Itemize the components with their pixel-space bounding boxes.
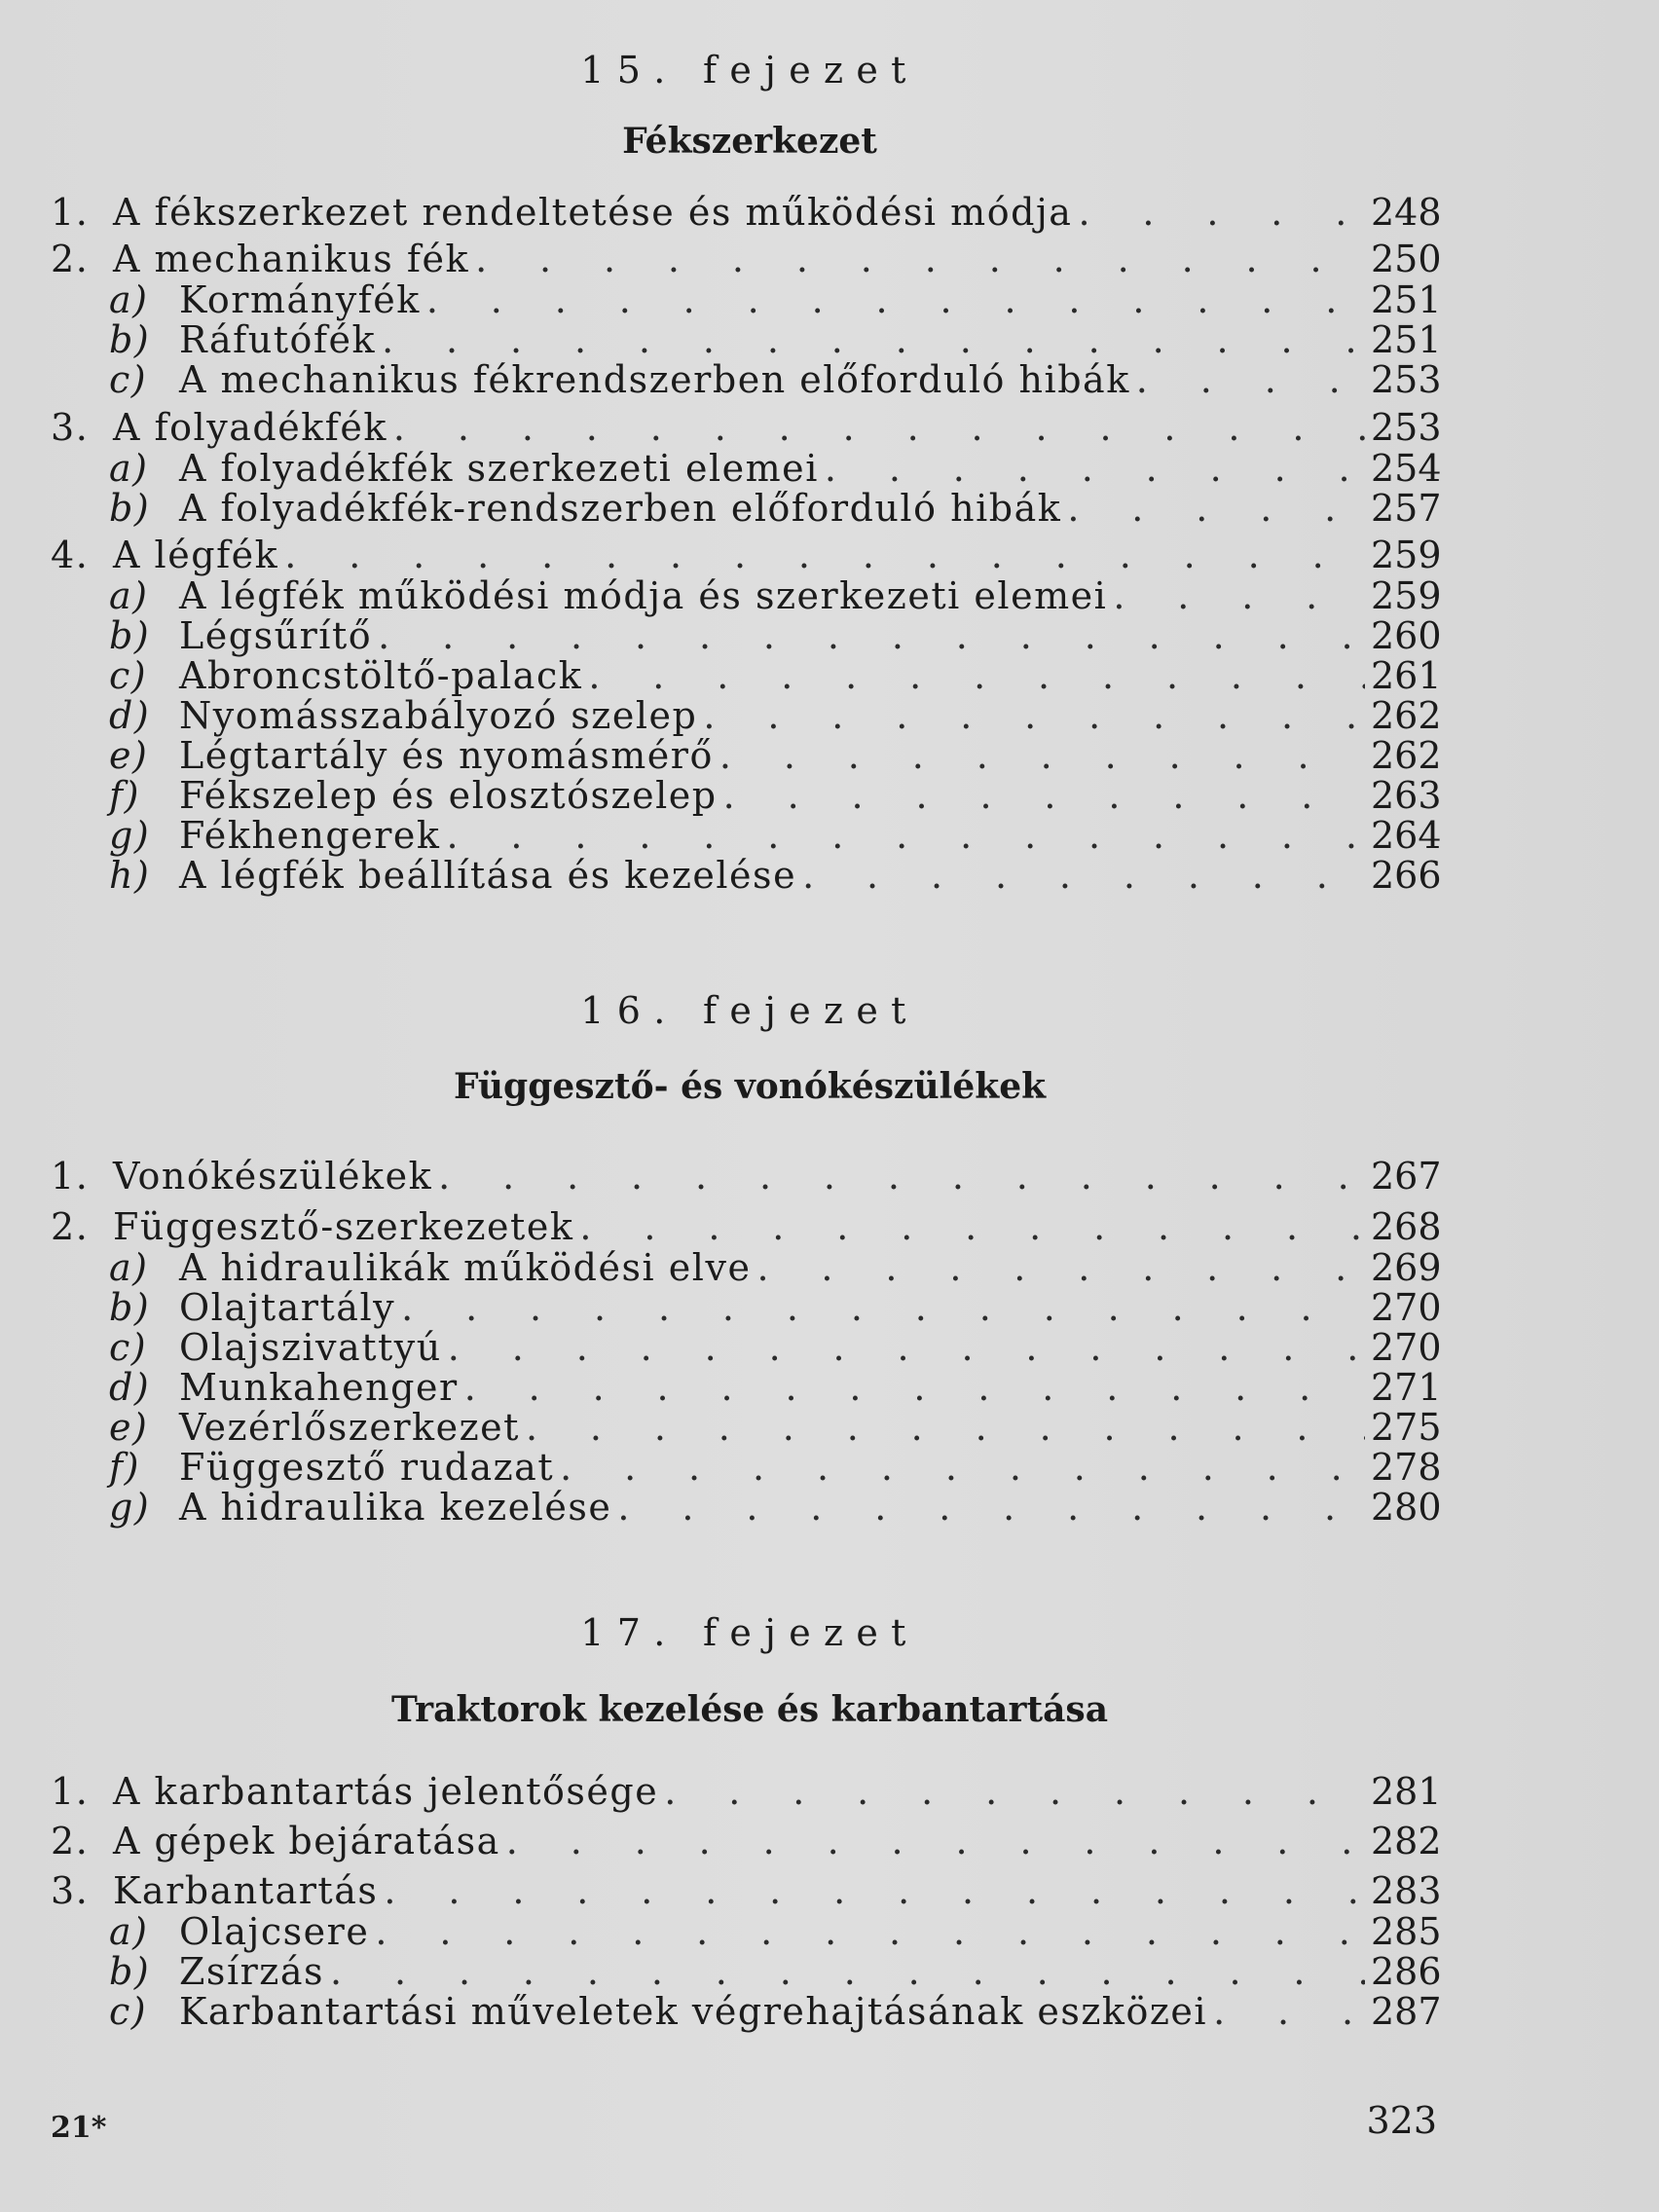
chapter-16-title: Függesztő- és vonókészülékek bbox=[453, 1066, 1047, 1107]
page-number: 323 bbox=[1366, 2099, 1437, 2142]
toc-subentry: b) Ráfutófék . . . 251 bbox=[109, 318, 1439, 361]
toc-entry: 2. A mechanikus fék . . . 250 bbox=[51, 238, 1439, 280]
toc-subentry: c) Abroncstöltő-palack . . . 261 bbox=[109, 654, 1439, 697]
toc-subentry: b) A folyadékfék-rendszerben előforduló hibák . . . 257 bbox=[109, 487, 1439, 530]
toc-subentry: c) Karbantartási műveletek végrehajtásának eszközei . . . 287 bbox=[109, 1990, 1439, 2033]
toc-subentry: e) Légtartály és nyomásmérő . . . 262 bbox=[109, 734, 1439, 777]
chapter-17-label: 17. fejezet bbox=[580, 1611, 919, 1654]
toc-subentry: g) Fékhengerek . . . 264 bbox=[109, 814, 1439, 857]
toc-subentry: b) Légsűrítő . . . 260 bbox=[109, 614, 1439, 657]
toc-subentry: b) Olajtartály . . . 270 bbox=[109, 1286, 1439, 1329]
toc-subentry: a) Kormányfék . . . 251 bbox=[109, 278, 1439, 321]
toc-subentry: a) A légfék működési módja és szerkezeti elemei . . . 259 bbox=[109, 574, 1439, 617]
toc-subentry: a) A folyadékfék szerkezeti elemei . . . 254 bbox=[109, 447, 1439, 490]
toc-subentry: b) Zsírzás . . . 286 bbox=[109, 1950, 1439, 1993]
signature-mark: 21* bbox=[51, 2111, 107, 2145]
toc-entry: 2. Függesztő-szerkezetek . . . 268 bbox=[51, 1205, 1439, 1248]
toc-subentry: f) Fékszelep és elosztószelep . . . 263 bbox=[109, 774, 1439, 817]
toc-subentry: h) A légfék beállítása és kezelése . . . 266 bbox=[109, 854, 1439, 897]
chapter-16-label: 16. fejezet bbox=[580, 989, 919, 1032]
chapter-15-title: Fékszerkezet bbox=[622, 121, 877, 162]
toc-subentry: d) Nyomásszabályozó szelep . . . 262 bbox=[109, 694, 1439, 737]
toc-entry: 4. A légfék . . . 259 bbox=[51, 534, 1439, 576]
toc-subentry: f) Függesztő rudazat . . . 278 bbox=[109, 1446, 1439, 1489]
chapter-17-title: Traktorok kezelése és karbantartása bbox=[390, 1689, 1109, 1730]
chapter-15-label: 15. fejezet bbox=[580, 49, 919, 92]
toc-entry: 2. A gépek bejáratása . . . 282 bbox=[51, 1820, 1439, 1862]
toc-subentry: d) Munkahenger . . . 271 bbox=[109, 1366, 1439, 1409]
toc-subentry: g) A hidraulika kezelése . . . 280 bbox=[109, 1486, 1439, 1529]
toc-entry: 3. Karbantartás . . . 283 bbox=[51, 1869, 1439, 1912]
toc-entry: 1. A karbantartás jelentősége . . . 281 bbox=[51, 1770, 1439, 1813]
toc-entry: 1. A fékszerkezet rendeltetése és működési módja . . . 248 bbox=[51, 191, 1439, 234]
toc-subentry: c) Olajszivattyú . . . 270 bbox=[109, 1326, 1439, 1369]
toc-subentry: e) Vezérlőszerkezet . . . 275 bbox=[109, 1406, 1439, 1449]
toc-entry: 1. Vonókészülékek . . . 267 bbox=[51, 1155, 1439, 1198]
toc-subentry: a) Olajcsere . . . 285 bbox=[109, 1910, 1439, 1953]
toc-subentry: c) A mechanikus fékrendszerben előforduló hibák . . . 253 bbox=[109, 358, 1439, 401]
toc-entry: 3. A folyadékfék . . . 253 bbox=[51, 406, 1439, 449]
toc-subentry: a) A hidraulikák működési elve . . . 269 bbox=[109, 1246, 1439, 1289]
